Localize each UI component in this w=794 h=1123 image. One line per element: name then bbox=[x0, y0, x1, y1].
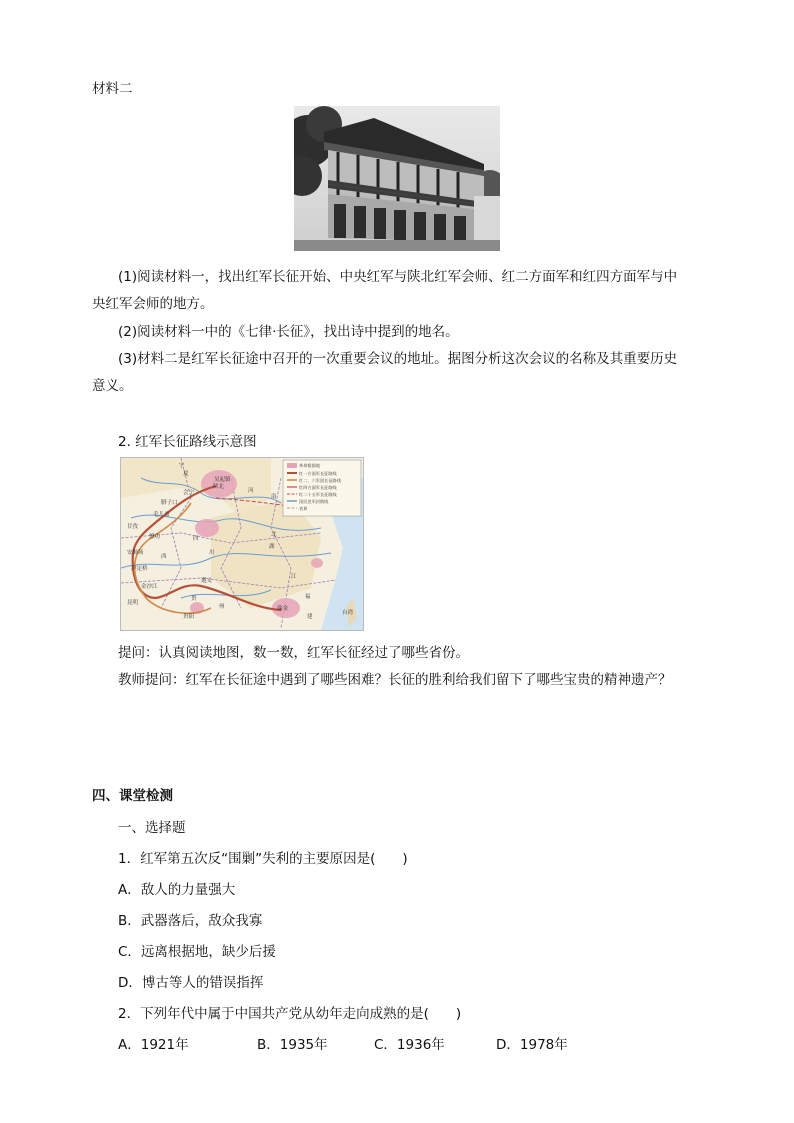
map-place: 川 bbox=[209, 550, 215, 556]
map-place: 宁 bbox=[179, 463, 185, 469]
map-place: 昆明 bbox=[127, 600, 139, 606]
zunyi-meeting-site-photo bbox=[294, 106, 500, 251]
map-legend-3: 红四方面军长征路线 bbox=[299, 485, 337, 490]
subsection-choice-title: 一、选择题 bbox=[118, 820, 186, 836]
map-place: 金沙江 bbox=[141, 584, 158, 590]
question-1-line-2: 央红军会师的地方。 bbox=[92, 296, 214, 312]
mc1-stem: 1．红军第五次反“围剿”失利的主要原因是( ) bbox=[118, 851, 408, 867]
mc2-option-b: B．1935年 bbox=[257, 1037, 328, 1053]
map-place: 安顺场 bbox=[127, 550, 144, 556]
question-1-line-1: (1)阅读材料一，找出红军长征开始、中央红军与陕北红军会师、红二方面军和红四方面军与中 bbox=[118, 269, 678, 285]
mc2-stem: 2．下列年代中属于中国共产党从幼年走向成熟的是( ) bbox=[118, 1006, 462, 1022]
map-place: 贵 bbox=[191, 596, 197, 602]
map-place: 夏 bbox=[183, 471, 189, 477]
map-heading: 2. 红军长征路线示意图 bbox=[118, 434, 257, 450]
map-legend-4: 红二十五军长征路线 bbox=[299, 492, 337, 497]
map-place: 福 bbox=[305, 594, 311, 600]
map-place: 州 bbox=[219, 604, 225, 610]
map-legend-2: 红二、六军团长征路线 bbox=[299, 478, 341, 483]
teacher-question: 教师提问：红军在长征途中遇到了哪些困难？长征的胜利给我们留下了哪些宝贵的精神遗产？ bbox=[118, 672, 672, 688]
map-place: 四 bbox=[193, 536, 199, 542]
mc2-option-d: D．1978年 bbox=[496, 1037, 568, 1053]
map-place: 吴起镇 bbox=[214, 477, 231, 483]
map-place: 陕北 bbox=[213, 484, 225, 490]
map-place: 毛儿盖 bbox=[153, 512, 170, 518]
mc1-option-b: B．武器落后，敌众我寡 bbox=[118, 913, 263, 929]
map-place: 瑞金 bbox=[277, 606, 289, 612]
map-place: 建 bbox=[307, 614, 313, 620]
map-place: 贵阳 bbox=[183, 614, 195, 620]
mc1-option-c: C．远离根据地，缺少后援 bbox=[118, 944, 276, 960]
map-place: 会宁 bbox=[183, 490, 195, 496]
map-place: 泸定桥 bbox=[131, 566, 148, 572]
section-4-title: 四、课堂检测 bbox=[92, 788, 173, 804]
question-3-line-2: 意义。 bbox=[92, 378, 133, 394]
question-2: (2)阅读材料一中的《七律·长征》，找出诗中提到的地名。 bbox=[118, 324, 459, 340]
question-3-line-1: (3)材料二是红军长征途中召开的一次重要会议的地址。据图分析这次会议的名称及其重要历史 bbox=[118, 351, 678, 367]
mc1-option-a: A．敌人的力量强大 bbox=[118, 882, 236, 898]
mc1-option-d: D．博古等人的错误指挥 bbox=[118, 975, 264, 991]
map-place: 河 bbox=[248, 488, 254, 494]
map-place: 江 bbox=[291, 574, 297, 580]
map-legend-0: 革命根据地 bbox=[299, 463, 320, 468]
map-place: 遵义 bbox=[201, 578, 213, 584]
map-question: 提问：认真阅读地图，数一数，红军长征经过了哪些省份。 bbox=[118, 645, 469, 661]
map-place: 甘孜 bbox=[127, 524, 139, 530]
map-place: 腊子口 bbox=[161, 500, 178, 506]
map-place: 湖 bbox=[269, 544, 275, 550]
map-place: 北 bbox=[271, 532, 277, 538]
long-march-route-map bbox=[120, 457, 364, 631]
map-place: 懋功 bbox=[149, 534, 161, 540]
mc2-option-a: A．1921年 bbox=[118, 1037, 189, 1053]
map-legend-1: 红一方面军长征路线 bbox=[299, 471, 337, 476]
map-place: 台湾 bbox=[342, 610, 354, 616]
mc2-option-c: C．1936年 bbox=[374, 1037, 445, 1053]
map-place: 南 bbox=[271, 494, 277, 500]
material-2-label: 材料二 bbox=[92, 81, 133, 97]
map-legend-5: 国民党军封锁线 bbox=[299, 499, 329, 504]
map-legend-6: 省界 bbox=[299, 506, 308, 511]
map-place: 西 bbox=[161, 554, 167, 560]
